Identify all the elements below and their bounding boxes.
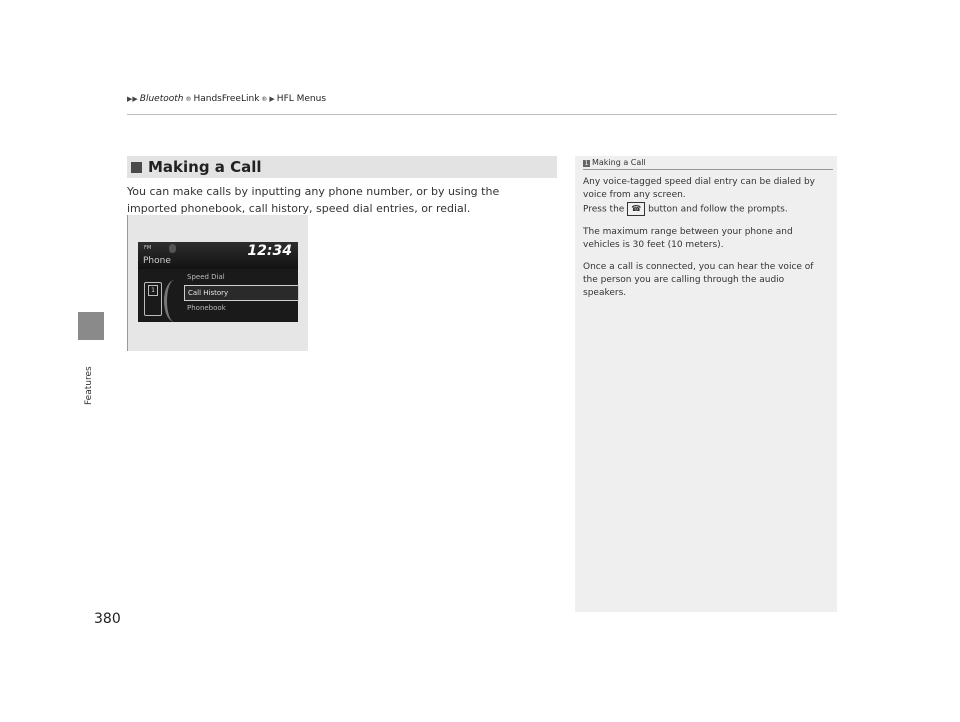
breadcrumb-item-handsfreelink: HandsFreeLink [193, 94, 260, 104]
page-number: 380 [94, 611, 121, 627]
screen-title: Phone [143, 256, 171, 266]
bluetooth-icon [169, 244, 176, 253]
section-body: You can make calls by inputting any phone number, or by using the imported phonebook, call history, speed dial entries, or redial. [127, 185, 500, 215]
note-heading-text: Making a Call [592, 158, 646, 167]
talk-icon: ☎ [627, 202, 645, 216]
chapter-tab [78, 312, 104, 340]
note-paragraph-3: Once a call is connected, you can hear the voice of the person you are calling through the audio speakers. [583, 261, 814, 298]
chapter-label: Features [84, 366, 94, 405]
note-marker-icon: 1 [584, 160, 589, 167]
note-body [583, 176, 828, 309]
breadcrumb-arrow-icon: ▶▶ [127, 95, 138, 103]
registered-mark: ® [185, 95, 192, 103]
note-paragraph-1b-start: Press the [583, 204, 625, 215]
registered-mark: ® [261, 95, 268, 103]
header-divider [127, 114, 837, 115]
note-paragraph-1: Any voice-tagged speed dial entry can be dialed by voice from any screen. [583, 177, 816, 200]
note-sidebar [575, 156, 837, 612]
breadcrumb-arrow-icon: ▶ [269, 95, 275, 103]
menu-item-speed-dial[interactable]: Speed Dial [187, 273, 225, 281]
note-heading [583, 158, 833, 170]
breadcrumb-item-hfl-menus: HFL Menus [276, 94, 327, 104]
display-illustration [127, 215, 308, 351]
signal-strength-icon: FM [144, 245, 152, 251]
section-title: Making a Call [148, 158, 262, 176]
section-square-icon [131, 162, 142, 173]
section-header [127, 156, 557, 178]
phone-number-box: 1 [148, 285, 158, 296]
screen-clock: 12:34 [247, 243, 292, 259]
note-paragraph-1b-end: button and follow the prompts. [648, 204, 788, 215]
menu-item-call-history[interactable]: Call History [184, 285, 299, 301]
menu-arc-icon [164, 280, 185, 322]
note-paragraph-2: The maximum range between your phone and vehicles is 30 feet (10 meters). [583, 226, 793, 250]
phone-icon [144, 282, 162, 316]
breadcrumb-item-bluetooth: Bluetooth [139, 94, 184, 104]
audio-display-screen [138, 242, 298, 322]
breadcrumb [127, 94, 326, 104]
menu-item-phonebook[interactable]: Phonebook [187, 304, 226, 312]
